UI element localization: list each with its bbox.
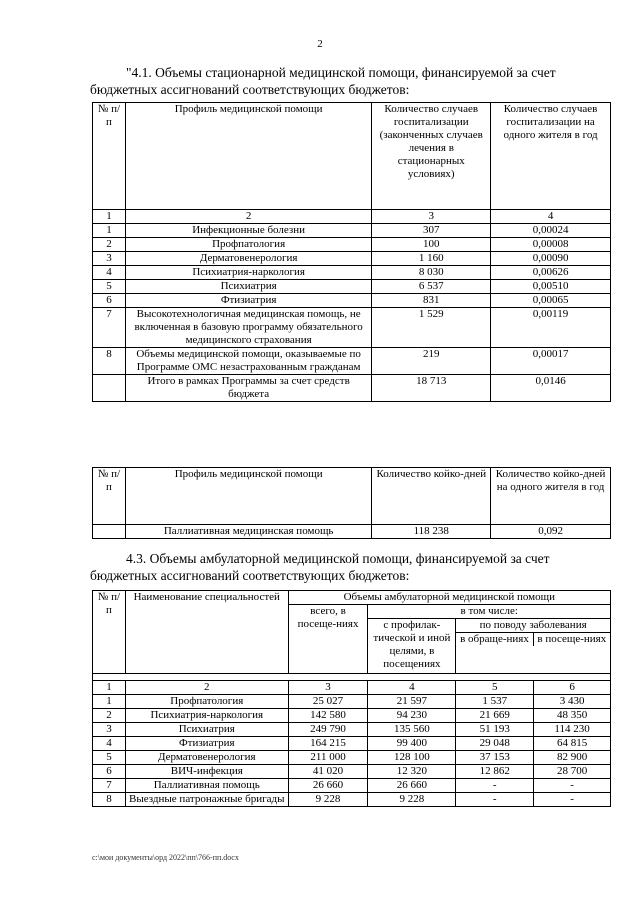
row-per-capita: 0,0146 bbox=[491, 375, 611, 402]
row-profile: Высокотехнологичная медицинская помощь, не включенная в базовую программу обязательного медицинского страхования bbox=[125, 308, 371, 348]
row-name: Дерматовенерология bbox=[125, 751, 288, 765]
table-row bbox=[93, 779, 611, 793]
row-preventive: 99 400 bbox=[368, 737, 456, 751]
header-disease-group bbox=[456, 619, 611, 674]
index-cell: 4 bbox=[491, 210, 611, 224]
row-cases: 219 bbox=[372, 348, 491, 375]
row-preventive: 94 230 bbox=[368, 709, 456, 723]
row-visits: - bbox=[534, 779, 611, 793]
row-name: Выездные патронажные бригады bbox=[125, 793, 288, 807]
header-num: № п/п bbox=[93, 468, 126, 525]
table-row bbox=[93, 737, 611, 751]
total-row bbox=[93, 375, 611, 402]
row-num: 4 bbox=[93, 737, 126, 751]
row-num: 6 bbox=[93, 765, 126, 779]
index-cell: 3 bbox=[288, 681, 368, 695]
row-num: 6 bbox=[93, 294, 126, 308]
index-cell: 2 bbox=[125, 210, 371, 224]
table-row bbox=[93, 266, 611, 280]
row-num: 7 bbox=[93, 779, 126, 793]
index-cell: 3 bbox=[372, 210, 491, 224]
table-row bbox=[93, 723, 611, 737]
row-num: 3 bbox=[93, 723, 126, 737]
row-num bbox=[93, 375, 126, 402]
table-header-row bbox=[93, 103, 611, 210]
table-row bbox=[93, 709, 611, 723]
row-profile: Инфекционные болезни bbox=[125, 224, 371, 238]
row-profile: Психиатрия-наркология bbox=[125, 266, 371, 280]
section-4-3-heading: 4.3. Объемы амбулаторной медицинской помощи, финансируемой за счет бюджетных ассигнований соответствующих бюджетов: bbox=[90, 551, 550, 583]
index-cell: 1 bbox=[93, 681, 126, 695]
row-num: 3 bbox=[93, 252, 126, 266]
row-cases: 307 bbox=[372, 224, 491, 238]
index-cell: 6 bbox=[534, 681, 611, 695]
row-visits: 82 900 bbox=[534, 751, 611, 765]
row-per-capita: 0,00008 bbox=[491, 238, 611, 252]
row-total: 249 790 bbox=[288, 723, 368, 737]
row-appeals: 51 193 bbox=[456, 723, 534, 737]
row-num: 2 bbox=[93, 238, 126, 252]
row-cases: 1 529 bbox=[372, 308, 491, 348]
row-cases: 1 160 bbox=[372, 252, 491, 266]
header-name: Наименование специальностей bbox=[125, 591, 288, 674]
row-appeals: 29 048 bbox=[456, 737, 534, 751]
row-appeals: - bbox=[456, 793, 534, 807]
inpatient-volume-table bbox=[92, 102, 611, 402]
row-num: 1 bbox=[93, 695, 126, 709]
row-num: 8 bbox=[93, 348, 126, 375]
header-appeals: в обраще-ниях bbox=[456, 633, 533, 646]
index-cell: 1 bbox=[93, 210, 126, 224]
row-preventive: 12 320 bbox=[368, 765, 456, 779]
row-name: ВИЧ-инфекция bbox=[125, 765, 288, 779]
row-profile: Психиатрия bbox=[125, 280, 371, 294]
row-profile: Итого в рамках Программы за счет средств бюджета bbox=[125, 375, 371, 402]
table-row bbox=[93, 751, 611, 765]
header-volume: Объемы амбулаторной медицинской помощи bbox=[288, 591, 610, 605]
row-name: Психиатрия bbox=[125, 723, 288, 737]
row-cases: 8 030 bbox=[372, 266, 491, 280]
row-profile: Профпатология bbox=[125, 238, 371, 252]
header-num: № п/п bbox=[93, 591, 126, 674]
header-preventive: с профилак-тической и иной целями, в посещениях bbox=[368, 619, 456, 674]
header-per-capita: Количество койко-дней на одного жителя в год bbox=[491, 468, 611, 525]
row-preventive: 128 100 bbox=[368, 751, 456, 765]
row-per-capita: 0,00090 bbox=[491, 252, 611, 266]
header-per-capita: Количество случаев госпитализации на одного жителя в год bbox=[491, 103, 611, 210]
row-num bbox=[93, 525, 126, 539]
table-row bbox=[93, 224, 611, 238]
section-4-1-heading: "4.1. Объемы стационарной медицинской помощи, финансируемой за счет бюджетных ассигнований соответствующих бюджетов: bbox=[90, 65, 556, 97]
header-num: № п/п bbox=[93, 103, 126, 210]
row-appeals: - bbox=[456, 779, 534, 793]
row-per-capita: 0,00024 bbox=[491, 224, 611, 238]
table-row bbox=[93, 238, 611, 252]
row-visits: 64 815 bbox=[534, 737, 611, 751]
header-cases: Количество случаев госпитализации (законченных случаев лечения в стационарных условиях) bbox=[372, 103, 491, 210]
row-visits: 114 230 bbox=[534, 723, 611, 737]
row-total: 164 215 bbox=[288, 737, 368, 751]
page-number: 2 bbox=[317, 38, 323, 50]
table-row bbox=[93, 308, 611, 348]
row-profile: Паллиативная медицинская помощь bbox=[125, 525, 371, 539]
spacer-cell bbox=[93, 674, 611, 681]
row-bed-days: 118 238 bbox=[372, 525, 491, 539]
header-bed-days: Количество койко-дней bbox=[372, 468, 491, 525]
row-total: 211 000 bbox=[288, 751, 368, 765]
index-cell: 4 bbox=[368, 681, 456, 695]
row-cases: 18 713 bbox=[372, 375, 491, 402]
table-row bbox=[93, 294, 611, 308]
row-per-capita: 0,00017 bbox=[491, 348, 611, 375]
row-per-capita: 0,00510 bbox=[491, 280, 611, 294]
table-row bbox=[93, 525, 611, 539]
row-preventive: 21 597 bbox=[368, 695, 456, 709]
row-profile: Дерматовенерология bbox=[125, 252, 371, 266]
index-cell: 2 bbox=[125, 681, 288, 695]
row-per-capita: 0,00065 bbox=[491, 294, 611, 308]
row-preventive: 26 660 bbox=[368, 779, 456, 793]
row-num: 1 bbox=[93, 224, 126, 238]
table-row bbox=[93, 348, 611, 375]
row-visits: 3 430 bbox=[534, 695, 611, 709]
row-visits: 28 700 bbox=[534, 765, 611, 779]
header-disease: по поводу заболевания bbox=[456, 619, 610, 633]
row-preventive: 135 560 bbox=[368, 723, 456, 737]
row-total: 142 580 bbox=[288, 709, 368, 723]
palliative-bed-days-table bbox=[92, 467, 611, 539]
row-name: Паллиативная помощь bbox=[125, 779, 288, 793]
index-row bbox=[93, 681, 611, 695]
file-path-footer: c:\мои документы\орд 2022\пп\766-пп.docx bbox=[92, 853, 239, 862]
row-num: 7 bbox=[93, 308, 126, 348]
row-visits: - bbox=[534, 793, 611, 807]
row-per-capita: 0,092 bbox=[491, 525, 611, 539]
header-total: всего, в посеще-ниях bbox=[288, 605, 368, 674]
row-num: 2 bbox=[93, 709, 126, 723]
row-cases: 831 bbox=[372, 294, 491, 308]
row-profile: Объемы медицинской помощи, оказываемые по Программе ОМС незастрахованным гражданам bbox=[125, 348, 371, 375]
table-row bbox=[93, 280, 611, 294]
index-row bbox=[93, 210, 611, 224]
row-preventive: 9 228 bbox=[368, 793, 456, 807]
row-visits: 48 350 bbox=[534, 709, 611, 723]
row-name: Профпатология bbox=[125, 695, 288, 709]
row-appeals: 12 862 bbox=[456, 765, 534, 779]
row-num: 8 bbox=[93, 793, 126, 807]
row-total: 9 228 bbox=[288, 793, 368, 807]
table-header-row bbox=[93, 468, 611, 525]
row-profile: Фтизиатрия bbox=[125, 294, 371, 308]
spacer-row bbox=[93, 674, 611, 681]
row-appeals: 21 669 bbox=[456, 709, 534, 723]
row-per-capita: 0,00626 bbox=[491, 266, 611, 280]
header-profile: Профиль медицинской помощи bbox=[125, 468, 371, 525]
table-row bbox=[93, 793, 611, 807]
outpatient-volume-table bbox=[92, 590, 611, 807]
row-total: 26 660 bbox=[288, 779, 368, 793]
table-row bbox=[93, 252, 611, 266]
row-num: 5 bbox=[93, 751, 126, 765]
row-total: 41 020 bbox=[288, 765, 368, 779]
row-cases: 100 bbox=[372, 238, 491, 252]
header-profile: Профиль медицинской помощи bbox=[125, 103, 371, 210]
row-name: Психиатрия-наркология bbox=[125, 709, 288, 723]
row-appeals: 1 537 bbox=[456, 695, 534, 709]
table-header-row bbox=[93, 591, 611, 605]
row-num: 5 bbox=[93, 280, 126, 294]
table-row bbox=[93, 765, 611, 779]
row-appeals: 37 153 bbox=[456, 751, 534, 765]
row-name: Фтизиатрия bbox=[125, 737, 288, 751]
table-row bbox=[93, 695, 611, 709]
row-num: 4 bbox=[93, 266, 126, 280]
row-per-capita: 0,00119 bbox=[491, 308, 611, 348]
row-total: 25 027 bbox=[288, 695, 368, 709]
header-visits: в посеще-ниях bbox=[537, 633, 607, 645]
index-cell: 5 bbox=[456, 681, 534, 695]
row-cases: 6 537 bbox=[372, 280, 491, 294]
header-including: в том числе: bbox=[368, 605, 611, 619]
